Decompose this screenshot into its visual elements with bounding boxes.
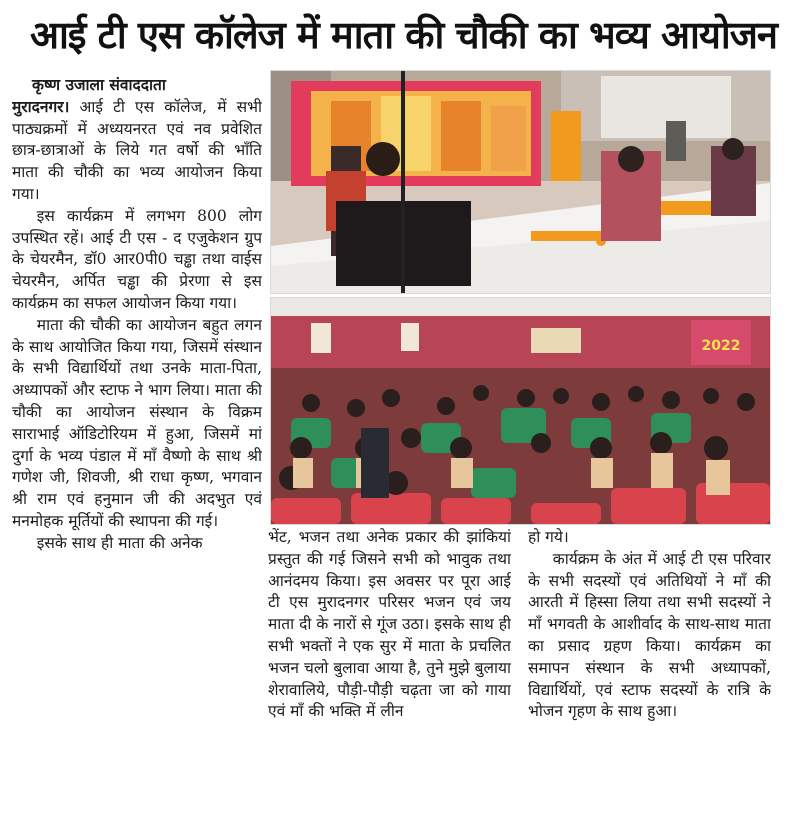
article-paragraph-7: कार्यक्रम के अंत में आई टी एस परिवार के सभी सदस्यों एवं अतिथियों ने माँ की आरती में हिस्सा लिया तथा सभी सदस्यों ने माँ भगवती के आशीर्वाद के साथ-साथ माता का प्रसाद ग्रहण किया। कार्यक्रम का समापन संस्थान के सभी अध्यापकों, विद्यार्थियों, एवं स्टाफ सदस्यों के रात्रि के भोजन गृहण के साथ हुआ। bbox=[528, 549, 771, 721]
article-paragraph-5: भेंट, भजन तथा अनेक प्रकार की झांकियां प्रस्तुत की गई जिसने सभी को भावुक तथा आनंदमय किया। इस अवसर पर पूरा आई टी एस मुरादनगर परिसर भजन एवं जय माता दी के नारों से गूंज उठा। इसके साथ ही सभी भक्तों ने एक सुर में माता के प्रचलित भजन चलो बुलावा आया है, तुने मुझे बुलाया शेरावालिये, पौड़ी-पौड़ी चढ़ता जा को गाया एवं माँ की भक्ति में लीन bbox=[268, 528, 511, 721]
audience-photo-illustration bbox=[271, 298, 770, 524]
banner-year-text: 2022 bbox=[701, 338, 741, 354]
stage-photo bbox=[270, 70, 771, 294]
paragraph-1-text: आई टी एस कॉलेज, में सभी पाठ्यक्रमों में अध्ययनरत एवं नव प्रवेशित छात्र-छात्राओं के लिये गत वर्षो की भाँति माता की चौकी का भव्य आयोजन किया गया। bbox=[12, 97, 262, 203]
article-column-2 bbox=[268, 527, 511, 807]
audience-photo bbox=[270, 297, 771, 525]
byline: कृष्ण उजाला संवाददाता bbox=[32, 75, 166, 94]
article-column-3 bbox=[528, 527, 771, 807]
article-paragraph-2: इस कार्यक्रम में लगभग 800 लोग उपस्थित रहें। आई टी एस - द एजुकेशन ग्रुप के चेयरमैन, डॉ0 आर0पी0 चड्ढा तथा वाईस चेयरमैन, अर्पित चड्ढा की प्रेरणा से इस कार्यक्रम का सफल आयोजन किया गया। bbox=[12, 206, 262, 312]
article-paragraph-6: हो गये। bbox=[528, 528, 569, 546]
article-paragraph-4: इसके साथ ही माता की अनेक bbox=[36, 533, 203, 552]
stage-photo-illustration bbox=[271, 71, 770, 293]
article-paragraph-1 bbox=[12, 74, 262, 206]
article-column-1 bbox=[12, 74, 262, 804]
headline: आई टी एस कॉलेज में माता की चौकी का भव्य आयोजन bbox=[29, 13, 778, 57]
dateline: मुरादनगर। bbox=[12, 96, 70, 116]
article-paragraph-3: माता की चौकी का आयोजन बहुत लगन के साथ आयोजित किया गया, जिसमें संस्थान के सभी विद्यार्थियों तथा उनके माता-पिता, अध्यापकों और स्टाफ ने भाग लिया। माता की चौकी का आयोजन संस्थान के विक्रम साराभाई ऑडिटोरियम में हुआ, जिसमें मां दुर्गा के भव्य पंडाल में माँ वैष्णो के साथ श्री गणेश जी, शिवजी, श्री राधा कृष्ण, भगवान श्री राम एवं हनुमान जी की अदभुत एवं मनमोहक मूर्तियों की स्थापना की गई। bbox=[12, 315, 262, 530]
